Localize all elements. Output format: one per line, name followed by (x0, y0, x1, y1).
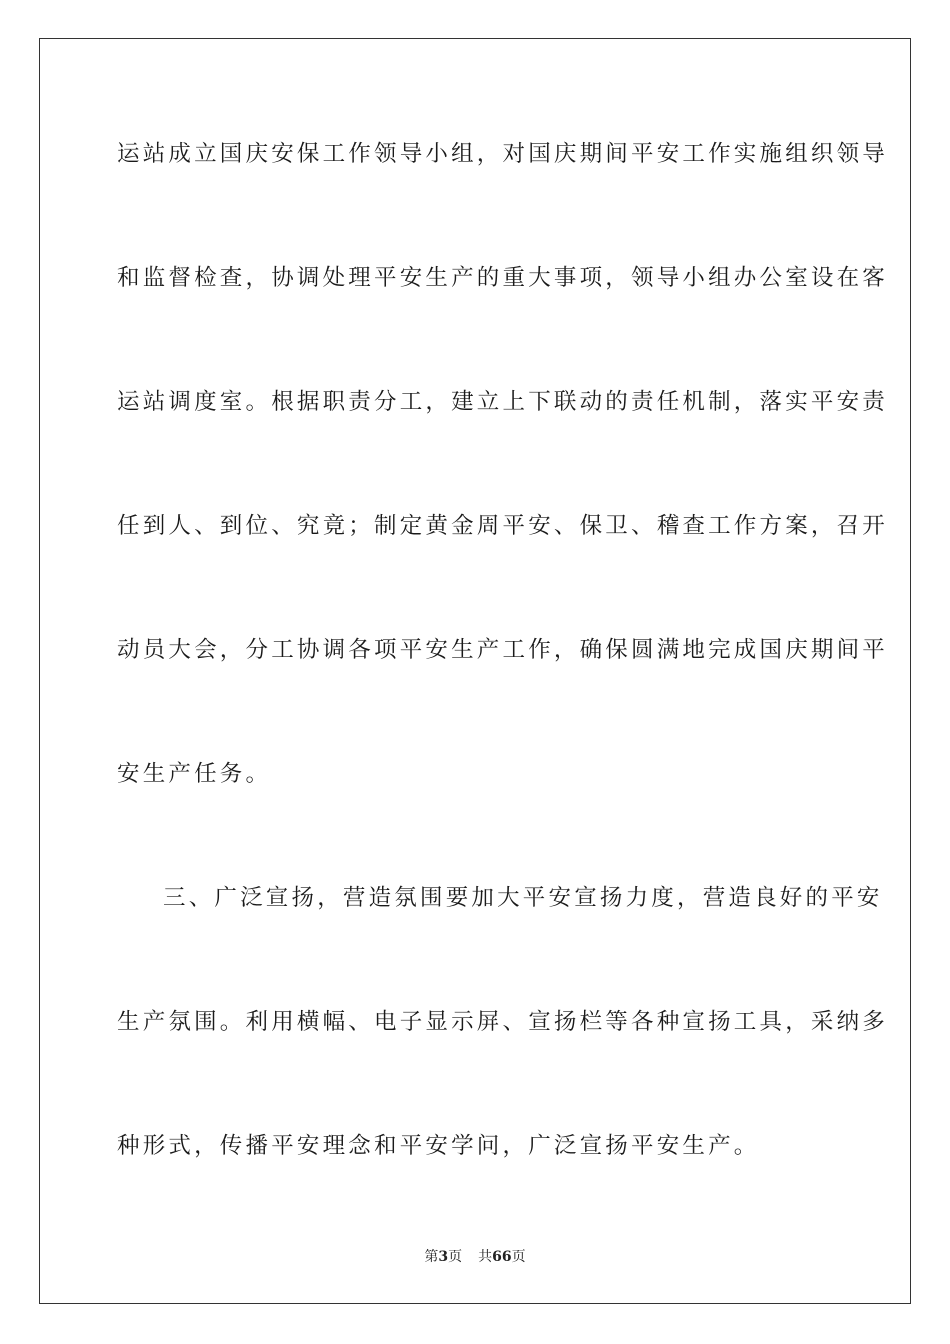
body-text-line: 运站成立国庆安保工作领导小组，对国庆期间平安工作实施组织领导 (117, 141, 889, 167)
body-text-line: 和监督检查，协调处理平安生产的重大事项，领导小组办公室设在客 (117, 265, 889, 291)
body-text-line: 生产氛围。利用横幅、电子显示屏、宣扬栏等各种宣扬工具，采纳多 (117, 1009, 889, 1035)
page-prefix: 第 (424, 1249, 439, 1265)
body-text-line: 种形式，传播平安理念和平安学问，广泛宣扬平安生产。 (117, 1133, 760, 1159)
body-text-line: 动员大会，分工协调各项平安生产工作，确保圆满地完成国庆期间平 (117, 637, 889, 663)
body-text-line: 运站调度室。根据职责分工，建立上下联动的责任机制，落实平安责 (117, 389, 889, 415)
total-prefix: 共 (478, 1249, 493, 1265)
page-suffix: 页 (448, 1249, 463, 1265)
paragraph-start-line: 三、广泛宣扬，营造氛围要加大平安宣扬力度，营造良好的平安 (163, 885, 883, 911)
page-border (39, 38, 911, 1304)
page-footer (0, 1248, 950, 1266)
total-suffix: 页 (511, 1249, 526, 1265)
body-text-line: 安生产任务。 (117, 761, 272, 787)
page-number: 3 (438, 1249, 449, 1265)
total-pages: 66 (492, 1249, 512, 1265)
body-text-line: 任到人、到位、究竟；制定黄金周平安、保卫、稽查工作方案，召开 (117, 513, 889, 539)
